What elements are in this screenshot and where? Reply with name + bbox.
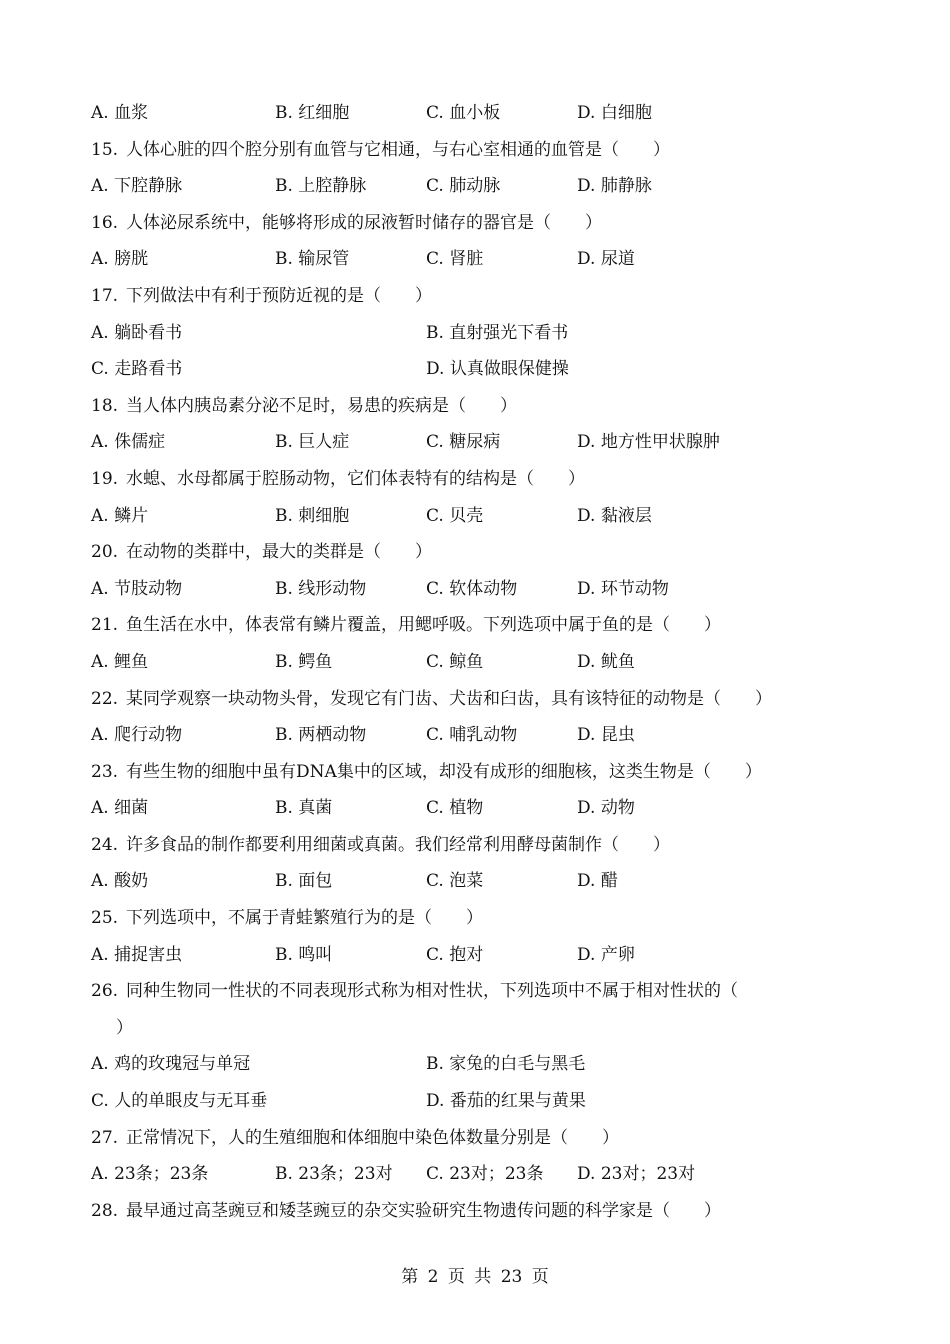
question-text: 人体心脏的四个腔分别有血管与它相通，与右心室相通的血管是（ ） — [126, 139, 671, 160]
option-d: D. 鱿鱼 — [577, 651, 635, 672]
option-c: C. 哺乳动物 — [426, 725, 518, 746]
question-number: 25. — [91, 908, 119, 929]
option-c: C. 走路看书 — [91, 359, 183, 380]
option-c: C. 植物 — [426, 798, 484, 819]
question-number: 17. — [91, 285, 119, 306]
question — [91, 684, 861, 721]
option-b: B. 线形动物 — [275, 578, 367, 599]
option-a: A. 血浆 — [91, 103, 149, 123]
option-d: D. 醋 — [577, 871, 618, 892]
option-d: D. 地方性甲状腺肿 — [577, 432, 720, 453]
question-text-line — [91, 135, 861, 172]
question — [91, 1123, 861, 1160]
question-text: 鱼生活在水中，体表常有鳞片覆盖，用鳃呼吸。下列选项中属于鱼的是（ ） — [126, 615, 722, 636]
options-row — [91, 171, 861, 208]
question-text-line — [91, 1123, 861, 1160]
question-text-line — [91, 610, 861, 647]
option-c: C. 肾脏 — [426, 249, 484, 270]
question-number: 23. — [91, 761, 119, 782]
options-row — [91, 354, 861, 391]
question-number: 26. — [91, 981, 119, 1002]
option-b: B. 鳄鱼 — [275, 651, 333, 672]
exam-content — [91, 98, 861, 1232]
options-row — [91, 1159, 861, 1196]
question-number: 24. — [91, 834, 119, 855]
question-number: 21. — [91, 615, 119, 636]
question-text-line — [91, 537, 861, 574]
option-a: A. 细菌 — [91, 798, 149, 819]
option-b: B. 两栖动物 — [275, 725, 367, 746]
question-text: 下列做法中有利于预防近视的是（ ） — [126, 285, 433, 306]
options-row — [91, 647, 861, 684]
options-row — [91, 318, 861, 355]
question-text-line — [91, 391, 861, 428]
option-c: C. 人的单眼皮与无耳垂 — [91, 1091, 268, 1112]
option-c: C. 抱对 — [426, 944, 484, 965]
option-d: D. 环节动物 — [577, 578, 669, 599]
options-row — [91, 940, 861, 977]
option-b: B. 真菌 — [275, 798, 333, 819]
question — [91, 135, 861, 172]
options-row — [91, 1086, 861, 1123]
option-b: B. 巨人症 — [275, 432, 350, 453]
option-c: C. 肺动脉 — [426, 176, 501, 197]
option-a: A. 爬行动物 — [91, 725, 183, 746]
question-text: 最早通过高茎豌豆和矮茎豌豆的杂交实验研究生物遗传问题的科学家是（ ） — [126, 1200, 722, 1221]
option-a: A. 鳞片 — [91, 505, 149, 526]
question-text: 人体泌尿系统中，能够将形成的尿液暂时储存的器官是（ ） — [126, 212, 603, 233]
question — [91, 464, 861, 501]
option-a: A. 鲤鱼 — [91, 651, 149, 672]
question-text: 水螅、水母都属于腔肠动物，它们体表特有的结构是（ ） — [126, 468, 586, 489]
option-d: D. 白细胞 — [577, 103, 652, 123]
question — [91, 281, 861, 318]
option-d: D. 尿道 — [577, 249, 635, 270]
question — [91, 537, 861, 574]
question-text: 当人体内胰岛素分泌不足时，易患的疾病是（ ） — [126, 395, 518, 416]
option-d: D. 动物 — [577, 798, 635, 819]
page-number: 第 2 页 共 23 页 — [401, 1267, 549, 1287]
option-d: D. 产卵 — [577, 944, 635, 965]
option-c: C. 泡菜 — [426, 871, 484, 892]
question-number: 22. — [91, 688, 119, 709]
question — [91, 830, 861, 867]
question-number: 28. — [91, 1200, 119, 1221]
option-c: C. 血小板 — [426, 103, 501, 123]
option-b: B. 输尿管 — [275, 249, 350, 270]
option-b: B. 鸣叫 — [275, 944, 333, 965]
option-a: A. 23条；23条 — [91, 1164, 209, 1185]
option-b: B. 刺细胞 — [275, 505, 350, 526]
options-row — [91, 866, 861, 903]
options-row — [91, 574, 861, 611]
question — [91, 610, 861, 647]
option-d: D. 昆虫 — [577, 725, 635, 746]
question-text: 许多食品的制作都要利用细菌或真菌。我们经常利用酵母菌制作（ ） — [126, 834, 671, 855]
question-text-line — [91, 208, 861, 245]
question — [91, 903, 861, 940]
question-number: 20. — [91, 542, 119, 563]
option-a: A. 下腔静脉 — [91, 176, 183, 197]
question-text: 有些生物的细胞中虽有DNA集中的区域，却没有成形的细胞核，这类生物是（ ） — [126, 761, 762, 782]
option-d: D. 23对；23对 — [577, 1164, 696, 1185]
question-text-line — [91, 830, 861, 867]
options-row — [91, 427, 861, 464]
question-number: 27. — [91, 1127, 119, 1148]
options-row — [91, 793, 861, 830]
question-text: 在动物的类群中，最大的类群是（ ） — [126, 542, 433, 563]
question-number: 16. — [91, 212, 119, 233]
question — [91, 391, 861, 428]
option-b: B. 红细胞 — [275, 103, 350, 123]
option-c: C. 贝壳 — [426, 505, 484, 526]
option-b: B. 23条；23对 — [275, 1164, 393, 1185]
option-b: B. 家兔的白毛与黑毛 — [426, 1054, 586, 1075]
option-a: A. 躺卧看书 — [91, 322, 183, 343]
option-a: A. 酸奶 — [91, 871, 149, 892]
option-b: B. 上腔静脉 — [275, 176, 367, 197]
question-number: 19. — [91, 468, 119, 489]
question-text-line — [91, 464, 861, 501]
question-text-line — [91, 684, 861, 721]
question-text-line — [91, 1196, 861, 1233]
option-c: C. 23对；23条 — [426, 1164, 544, 1185]
question-number: 15. — [91, 139, 119, 160]
option-c: C. 软体动物 — [426, 578, 518, 599]
page-footer — [0, 1262, 950, 1287]
option-c: C. 鲸鱼 — [426, 651, 484, 672]
question-text-line — [91, 757, 861, 794]
question — [91, 976, 861, 1049]
question-text-line — [91, 281, 861, 318]
option-d: D. 番茄的红果与黄果 — [426, 1091, 586, 1112]
question — [91, 757, 861, 794]
question — [91, 1196, 861, 1233]
question — [91, 208, 861, 245]
option-a: A. 节肢动物 — [91, 578, 183, 599]
question-number: 18. — [91, 395, 119, 416]
option-a: A. 鸡的玫瑰冠与单冠 — [91, 1054, 251, 1075]
options-row — [91, 720, 861, 757]
question-text: 同种生物同一性状的不同表现形式称为相对性状，下列选项中不属于相对性状的（ — [126, 981, 739, 1002]
options-row — [91, 98, 861, 135]
question-text-continuation: ） — [116, 1017, 133, 1038]
question-text-line — [91, 976, 861, 1013]
option-c: C. 糖尿病 — [426, 432, 501, 453]
option-d: D. 认真做眼保健操 — [426, 359, 569, 380]
options-row — [91, 244, 861, 281]
option-b: B. 直射强光下看书 — [426, 322, 569, 343]
option-b: B. 面包 — [275, 871, 333, 892]
question-text-line — [91, 903, 861, 940]
option-a: A. 侏儒症 — [91, 432, 166, 453]
option-d: D. 肺静脉 — [577, 176, 652, 197]
option-d: D. 黏液层 — [577, 505, 652, 526]
question-text: 正常情况下，人的生殖细胞和体细胞中染色体数量分别是（ ） — [126, 1127, 620, 1148]
question-text: 某同学观察一块动物头骨，发现它有门齿、犬齿和臼齿，具有该特征的动物是（ ） — [126, 688, 773, 709]
option-a: A. 膀胱 — [91, 249, 149, 270]
options-row — [91, 501, 861, 538]
option-a: A. 捕捉害虫 — [91, 944, 183, 965]
question-text: 下列选项中，不属于青蛙繁殖行为的是（ ） — [126, 908, 484, 929]
options-row — [91, 1049, 861, 1086]
